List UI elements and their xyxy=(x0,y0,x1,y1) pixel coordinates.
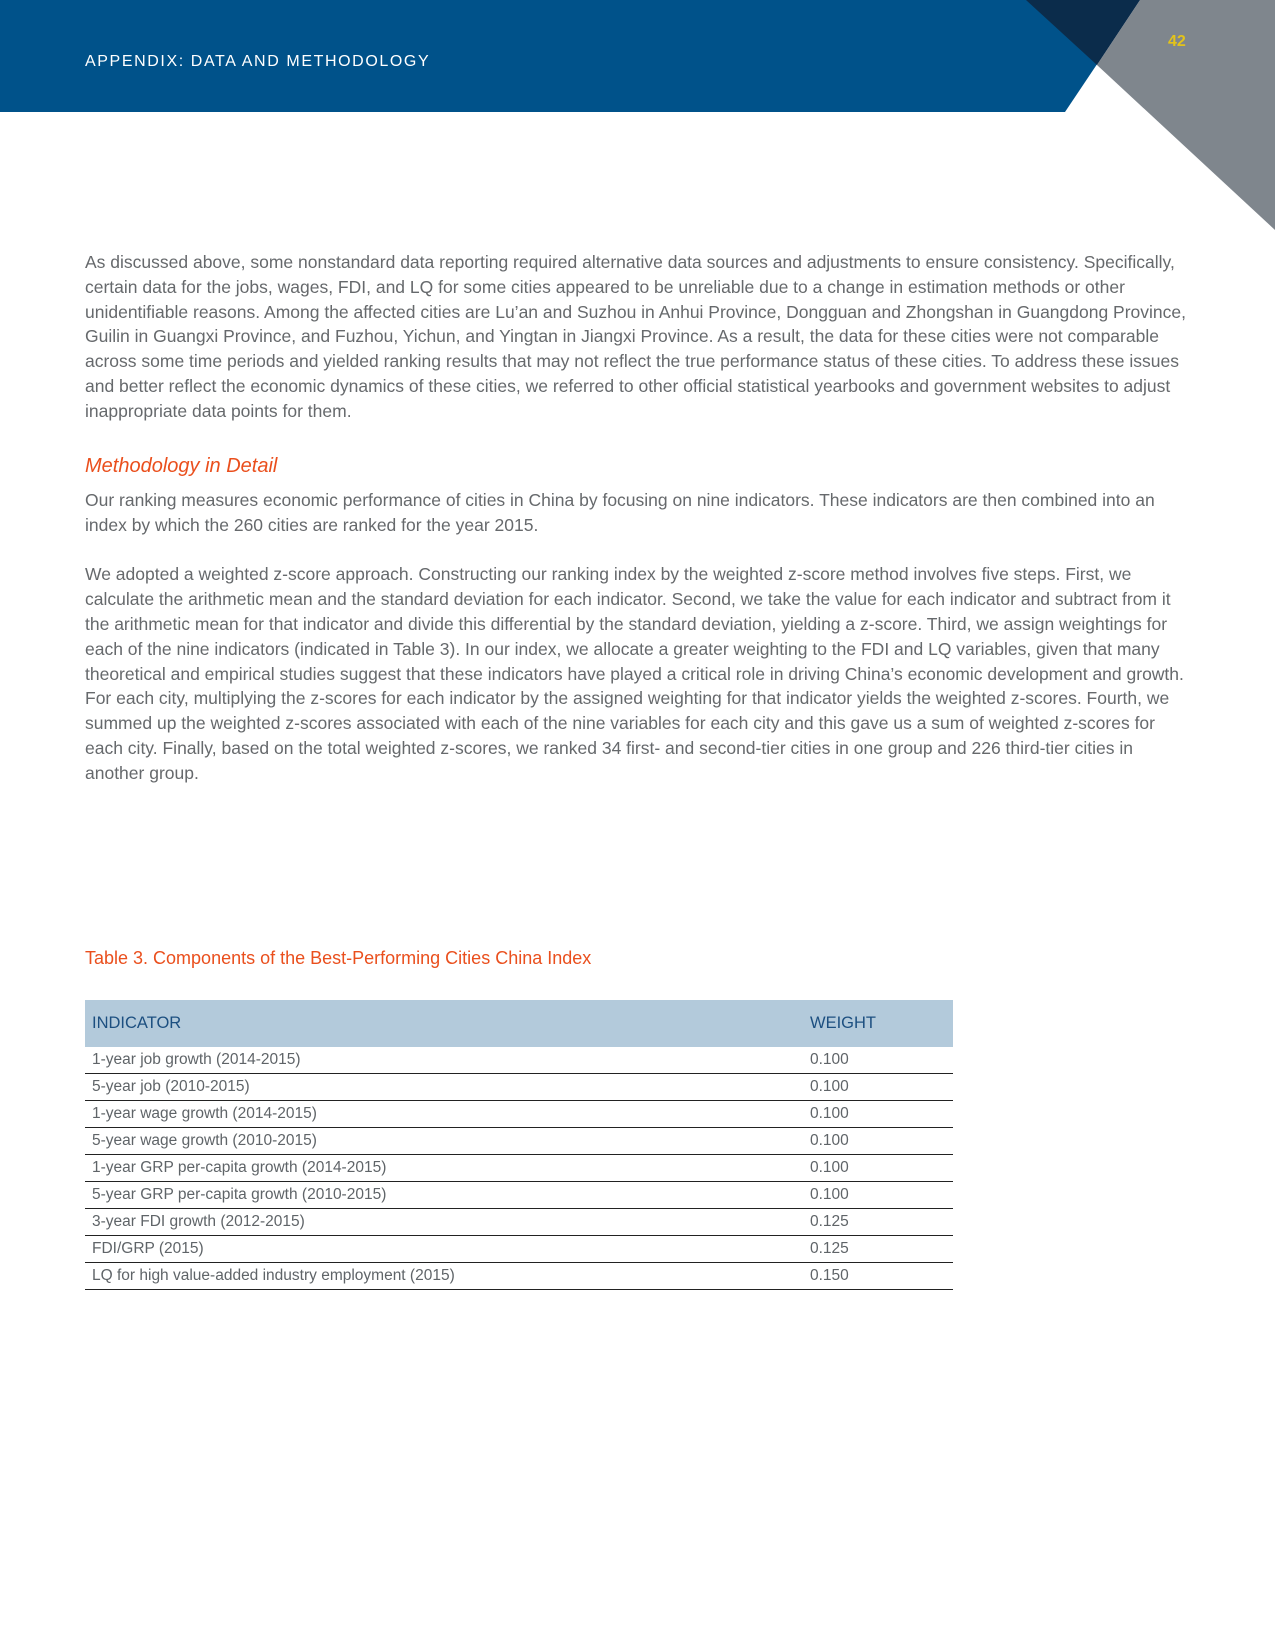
indicator-cell: 1-year wage growth (2014-2015) xyxy=(85,1101,803,1128)
indicator-cell: 3-year FDI growth (2012-2015) xyxy=(85,1209,803,1236)
indicator-cell: 5-year GRP per-capita growth (2010-2015) xyxy=(85,1182,803,1209)
indicator-cell: 1-year job growth (2014-2015) xyxy=(85,1047,803,1074)
indicator-cell: 5-year job (2010-2015) xyxy=(85,1074,803,1101)
weight-cell: 0.100 xyxy=(803,1101,953,1128)
weight-cell: 0.100 xyxy=(803,1155,953,1182)
table-caption: Table 3. Components of the Best-Performing Cities China Index xyxy=(85,948,592,968)
table-row xyxy=(85,1263,953,1290)
weight-cell: 0.100 xyxy=(803,1047,953,1074)
intro-paragraph: As discussed above, some nonstandard data reporting required alternative data sources and adjustments to ensure consistency. Specifically, certain data for the jobs, wages, FDI, and LQ for some cities appeared to be unreliable due to a change in estimation methods or other unidentifiable reasons. Among the affected cities are Lu’an and Suzhou in Anhui Province, Dongguan and Zhongshan in Guangdong Province, Guilin in Guangxi Province, and Fuzhou, Yichun, and Yingtan in Jiangxi Province. As a result, the data for these cities were not comparable across some time periods and yielded ranking results that may not reflect the true performance status of these cities. To address these issues and better reflect the economic dynamics of these cities, we referred to other official statistical yearbooks and government websites to adjust inappropriate data points for them. xyxy=(85,252,1187,421)
methodology-paragraph-1: Our ranking measures economic performance of cities in China by focusing on nine indicators. These indicators are then combined into an index by which the 260 cities are ranked for the year 2015. xyxy=(85,490,1155,535)
methodology-text xyxy=(85,488,1195,786)
table-row xyxy=(85,1128,953,1155)
table-row xyxy=(85,1074,953,1101)
indicator-table xyxy=(85,1000,953,1290)
table-row xyxy=(85,1155,953,1182)
indicator-column-header: INDICATOR xyxy=(85,1000,803,1047)
page-number: 42 xyxy=(1168,33,1186,50)
weight-cell: 0.100 xyxy=(803,1074,953,1101)
header-gray-triangle xyxy=(1097,0,1275,230)
indicator-cell: 1-year GRP per-capita growth (2014-2015) xyxy=(85,1155,803,1182)
intro-text xyxy=(85,250,1195,424)
indicator-cell: LQ for high value-added industry employment (2015) xyxy=(85,1263,803,1290)
indicator-cell: FDI/GRP (2015) xyxy=(85,1236,803,1263)
section-title: APPENDIX: DATA AND METHODOLOGY xyxy=(85,53,431,70)
methodology-heading: Methodology in Detail xyxy=(85,455,278,477)
weight-cell: 0.100 xyxy=(803,1128,953,1155)
table-row xyxy=(85,1236,953,1263)
header-banner xyxy=(0,0,1275,230)
weight-cell: 0.125 xyxy=(803,1209,953,1236)
methodology-paragraph-2: We adopted a weighted z-score approach. Constructing our ranking index by the weighted z-score method involves five steps. First, we calculate the arithmetic mean and the standard deviation for each indicator. Second, we take the value for each indicator and subtract from it the arithmetic mean for that indicator and divide this differential by the standard deviation, yielding a z-score. Third, we assign weightings for each of the nine indicators (indicated in Table 3). In our index, we allocate a greater weighting to the FDI and LQ variables, given that many theoretical and empirical studies suggest that these indicators have played a critical role in driving China’s economic development and growth. For each city, multiplying the z-scores for each indicator by the assigned weighting for that indicator yields the weighted z-scores. Fourth, we summed up the weighted z-scores associated with each of the nine variables for each city and this gave us a sum of weighted z-scores for each city. Finally, based on the total weighted z-scores, we ranked 34 first- and second-tier cities in one group and 226 third-tier cities in another group. xyxy=(85,564,1184,783)
table-row xyxy=(85,1101,953,1128)
weight-column-header: WEIGHT xyxy=(803,1000,953,1047)
table-header-row xyxy=(85,1000,953,1047)
table-row xyxy=(85,1182,953,1209)
indicator-cell: 5-year wage growth (2010-2015) xyxy=(85,1128,803,1155)
weight-cell: 0.150 xyxy=(803,1263,953,1290)
weight-cell: 0.100 xyxy=(803,1182,953,1209)
weight-cell: 0.125 xyxy=(803,1236,953,1263)
table-row xyxy=(85,1209,953,1236)
table-row xyxy=(85,1047,953,1074)
